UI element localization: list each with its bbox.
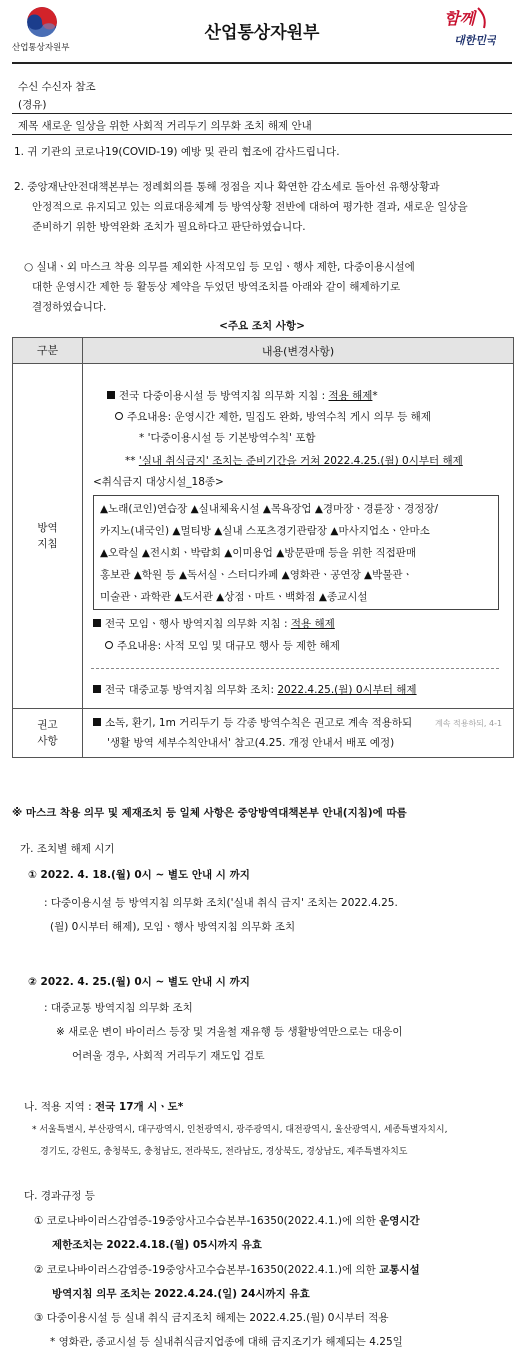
ga-item-2-line-2: ※ 새로운 변이 바이러스 등장 및 겨울철 재유행 등 생활방역만으로는 대응이: [56, 1026, 403, 1038]
row-label-guideline: 방역 지침: [13, 364, 83, 709]
region-list-line-2: 경기도, 강원도, 충청북도, 충청남도, 전라북도, 전라남도, 경상북도, 경상남도, 제주특별자치도: [40, 1147, 408, 1157]
row-label-recommendation: 권고 사항: [13, 709, 83, 758]
recommendation-line-1: 소독, 환기, 1m 거리두기 등 각종 방역수칙은 권고로 계속 적용하되: [93, 715, 412, 730]
filled-square-icon: [107, 391, 115, 399]
filled-square-icon: [93, 619, 101, 627]
ga-item-2-heading: ② 2022. 4. 25.(월) 0시 ~ 별도 안내 시 까지: [28, 976, 250, 988]
paragraph-2-line-3: 준비하기 위한 방역완화 조치가 필요하다고 판단하였습니다.: [32, 221, 306, 233]
da-item-2-line-2: 방역지침 의무 조치는 2022.4.24.(일) 24시까지 유효: [52, 1288, 310, 1300]
filled-square-icon: [93, 718, 101, 726]
ga-item-2-line-1: : 대중교통 방역지침 의무화 조치: [44, 1002, 193, 1014]
paragraph-3-line-2: 대한 운영시간 제한 등 활동상 제약을 두었던 방역조치를 아래와 같이 해제하기로: [32, 281, 401, 293]
paragraph-2-line-1: 2. 중앙재난안전대책본부는 정례회의를 통해 정점을 지나 확연한 감소세로 돌아선 유행상황과: [14, 181, 440, 193]
recommendation-line-2: '생활 방역 세부수칙안내서' 참고(4.25. 개정 안내서 배포 예정): [107, 737, 395, 749]
facility-list-box: [93, 495, 499, 610]
header-divider: [12, 62, 512, 64]
dashed-divider: [91, 668, 499, 669]
facility-line: ▲오락실 ▲전시회ㆍ박람회 ▲이미용업 ▲방문판매 등을 위한 직접판매: [100, 547, 417, 559]
guideline-content-cell: [83, 364, 514, 709]
section-2-title: 전국 모임ㆍ행사 방역지침 의무화 지침 : 적용 해제: [93, 616, 335, 631]
facility-line: ▲노래(코인)연습장 ▲실내체육시설 ▲목욕장업 ▲경마장ㆍ경륜장ㆍ경정장/: [100, 503, 439, 515]
da-item-1-line-2: 제한조치는 2022.4.18.(월) 05시까지 유효: [52, 1239, 262, 1251]
table-header-category: 구분: [13, 338, 83, 364]
subject-bottom-rule: [12, 134, 512, 135]
section-ga-title: 가. 조치별 해제 시기: [20, 843, 115, 855]
section-na: 나. 적용 지역 : 전국 17개 시ㆍ도*: [24, 1101, 184, 1113]
facility-line: 미술관ㆍ과학관 ▲도서관 ▲상점ㆍ마트ㆍ백화점 ▲종교시설: [100, 591, 368, 603]
recommendation-content-cell: [83, 709, 514, 758]
ga-item-1-heading: ① 2022. 4. 18.(월) 0시 ~ 별도 안내 시 까지: [28, 869, 250, 881]
paragraph-1: 1. 귀 기관의 코로나19(COVID-19) 예방 및 관리 협조에 감사드립니다.: [14, 146, 340, 158]
logo-name: 산업통상자원부: [12, 43, 70, 53]
section-da-title: 다. 경과규정 등: [24, 1190, 95, 1202]
paragraph-3-line-3: 결정하였습니다.: [32, 301, 107, 313]
overlay-ghost-text: 계속 적용하되, 4-1: [435, 719, 503, 728]
slogan-logo: [440, 4, 496, 50]
section-3-title: 전국 대중교통 방역지침 의무화 조치: 2022.4.25.(월) 0시부터 해제: [93, 682, 417, 697]
region-list-line-1: * 서울특별시, 부산광역시, 대구광역시, 인천광역시, 광주광역시, 대전광역시, 울산광역시, 세종특별자치시,: [32, 1125, 448, 1135]
section-1-main: 주요내용: 운영시간 제한, 밀집도 완화, 방역수칙 게시 의무 등 해제: [115, 409, 431, 424]
ga-item-1-line-1: : 다중이용시설 등 방역지침 의무화 조치('실내 취식 금지' 조치는 2022.4.25.: [44, 897, 398, 909]
mask-notice: ※ 마스크 착용 의무 및 제재조치 등 일체 사항은 중앙방역대책본부 안내(지침)에 따름: [12, 807, 407, 819]
via-line: (경유): [18, 99, 47, 111]
hollow-circle-icon: [105, 641, 113, 649]
svg-text:함께: 함께: [444, 9, 475, 28]
paragraph-3-line-1: ○ 실내ㆍ외 마스크 착용 의무를 제외한 사적모임 등 모임ㆍ행사 제한, 다중이용시설에: [24, 261, 415, 273]
facility-line: 홍보관 ▲학원 등 ▲독서실ㆍ스터디카페 ▲영화관ㆍ공연장 ▲박물관ㆍ: [100, 569, 413, 581]
da-item-3-note: * 영화관, 종교시설 등 실내취식금지업종에 대해 금지조기가 해제되는 4.25일: [50, 1336, 403, 1348]
facility-line: 카지노(내국인) ▲멀티방 ▲실내 스포츠경기관람장 ▲마사지업소ㆍ안마소: [100, 525, 430, 537]
page-title: 산업통상자원부: [204, 23, 320, 43]
filled-square-icon: [93, 685, 101, 693]
subject-top-rule: [12, 113, 512, 114]
paragraph-2-line-2: 안정적으로 유지되고 있는 의료대응체계 등 방역상황 전반에 대하여 평가한 결과, 새로운 일상을: [32, 201, 468, 213]
table-header-content: 내용(변경사항): [83, 338, 514, 364]
ga-item-2-line-3: 어려울 경우, 사회적 거리두기 재도입 검토: [72, 1050, 265, 1062]
ga-item-1-line-2: (월) 0시부터 해제), 모임ㆍ행사 방역지침 의무화 조치: [50, 921, 296, 933]
section-1-title: 전국 다중이용시설 등 방역지침 의무화 지침 : 적용 해제*: [107, 388, 378, 403]
table-caption: <주요 조치 사항>: [219, 320, 305, 332]
section-1-note-1: * '다중이용시설 등 기본방역수칙' 포함: [139, 432, 316, 444]
da-item-3: ③ 다중이용시설 등 실내 취식 금지조치 해제는 2022.4.25.(월) 0시부터 적용: [34, 1312, 389, 1324]
hollow-circle-icon: [115, 412, 123, 420]
da-item-1-line-1: ① 코로나바이러스감염증-19중앙사고수습본부-16350(2022.4.1.)에 의한 운영시간: [34, 1215, 420, 1227]
recipient-line: 수신 수신자 참조: [18, 81, 96, 93]
facility-list-title: <취식금지 대상시설_18종>: [93, 476, 224, 488]
section-1-note-2: ** '실내 취식금지' 조치는 준비기간을 거쳐 2022.4.25.(월) 0시부터 해제: [125, 455, 463, 467]
da-item-2-line-1: ② 코로나바이러스감염증-19중앙사고수습본부-16350(2022.4.1.)에 의한 교통시설: [34, 1264, 420, 1276]
measures-table: [12, 337, 514, 758]
subject-line: 제목 새로운 일상을 위한 사회적 거리두기 의무화 조치 해제 안내: [18, 120, 312, 132]
section-2-main: 주요내용: 사적 모임 및 대규모 행사 등 제한 해제: [105, 638, 340, 653]
svg-text:대한민국: 대한민국: [454, 34, 496, 47]
